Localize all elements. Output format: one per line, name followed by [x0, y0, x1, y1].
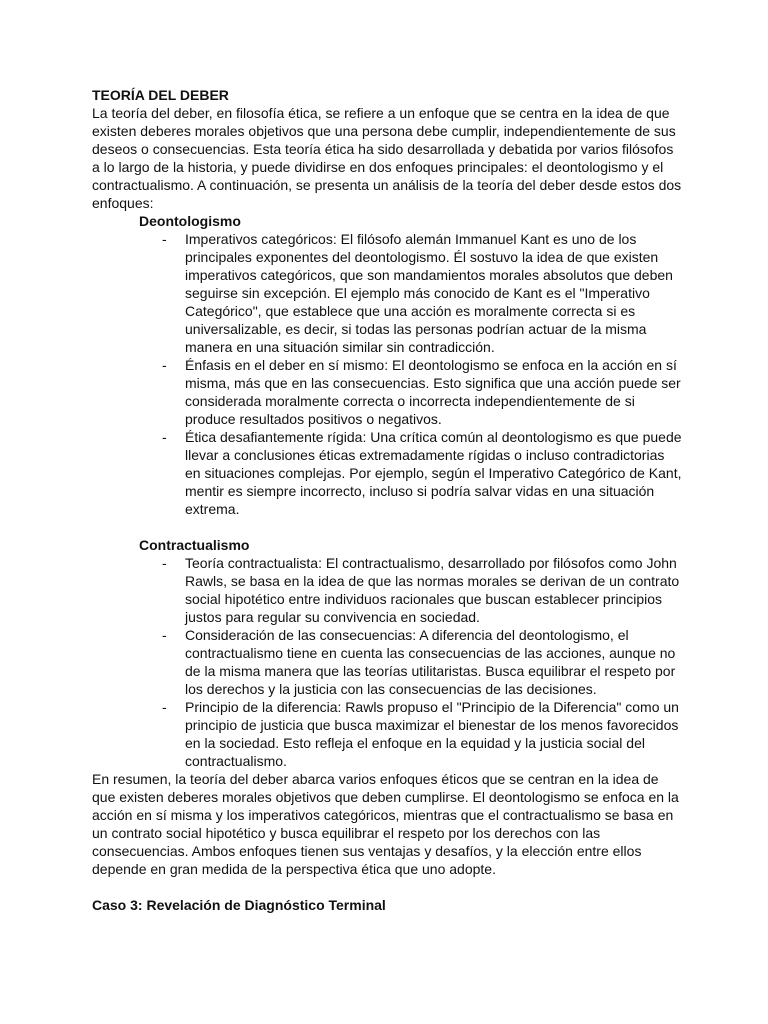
list-item: [162, 428, 682, 518]
bullet-dash: -: [162, 357, 167, 373]
list-item: [162, 356, 682, 428]
document-body: [92, 86, 682, 914]
list-item-text: Imperativos categóricos: El filósofo alemán Immanuel Kant es uno de los principales exponentes del deontologismo. Él sostuvo la idea de que existen imperativos categóricos, que son mandamientos morales absolutos que deben seguirse sin excepción. El ejemplo más conocido de Kant es el "Imperativo Categórico", que establece que una acción es moralmente correcta si es universalizable, es decir, si todas las personas podrían actuar de la misma manera en una situación similar sin contradicción.: [185, 231, 673, 355]
section-gap: [92, 518, 682, 536]
document-title: TEORÍA DEL DEBER: [92, 87, 229, 103]
bullet-dash: -: [162, 429, 167, 445]
list-item-text: Principio de la diferencia: Rawls propuso el "Principio de la Diferencia" como un principio de justicia que busca maximizar el bienestar de los menos favorecidos en la sociedad. Esto refleja el enfoque en la equidad y la justicia social del contractualismo.: [185, 699, 679, 769]
next-case-heading: Caso 3: Revelación de Diagnóstico Terminal: [92, 897, 386, 913]
contractualismo-list: [92, 554, 682, 770]
bullet-dash: -: [162, 555, 167, 571]
summary-paragraph: En resumen, la teoría del deber abarca varios enfoques éticos que se centran en la idea de que existen deberes morales objetivos que deben cumplirse. El deontologismo se enfoca en la acción en sí misma y los imperativos categóricos, mientras que el contractualismo se basa en un contrato social hipotético y busca equilibrar el respeto por los derechos con las consecuencias. Ambos enfoques tienen sus ventajas y desafíos, y la elección entre ellos depende en gran medida de la perspectiva ética que uno adopte.: [92, 771, 679, 877]
section-heading-contractualismo: Contractualismo: [139, 537, 250, 553]
bullet-dash: -: [162, 699, 167, 715]
list-item: [162, 230, 682, 356]
list-item-text: Énfasis en el deber en sí mismo: El deontologismo se enfoca en la acción en sí misma, más que en las consecuencias. Esto significa que una acción puede ser considerada moralmente correcta o incorrecta independientemente de si produce resultados positivos o negativos.: [185, 357, 681, 427]
intro-paragraph: La teoría del deber, en filosofía ética, se refiere a un enfoque que se centra en la idea de que existen deberes morales objetivos que una persona debe cumplir, independientemente de sus deseos o consecuencias. Esta teoría ética ha sido desarrollada y debatida por varios filósofos a lo largo de la historia, y puede dividirse en dos enfoques principales: el deontologismo y el contractualismo. A continuación, se presenta un análisis de la teoría del deber desde estos dos enfoques:: [92, 105, 682, 211]
bullet-dash: -: [162, 231, 167, 247]
bullet-dash: -: [162, 627, 167, 643]
section-heading-deontologismo: Deontologismo: [139, 213, 241, 229]
list-item-text: Consideración de las consecuencias: A diferencia del deontologismo, el contractualismo tiene en cuenta las consecuencias de las acciones, aunque no de la misma manera que las teorías utilitaristas. Busca equilibrar el respeto por los derechos y la justicia con las consecuencias de las decisiones.: [185, 627, 676, 697]
deontologismo-list: [92, 230, 682, 518]
section-gap: [92, 878, 682, 896]
list-item: [162, 554, 682, 626]
list-item: [162, 626, 682, 698]
list-item: [162, 698, 682, 770]
list-item-text: Ética desafiantemente rígida: Una crítica común al deontologismo es que puede llevar a conclusiones éticas extremadamente rígidas o incluso contradictorias en situaciones complejas. Por ejemplo, según el Imperativo Categórico de Kant, mentir es siempre incorrecto, incluso si podría salvar vidas en una situación extrema.: [185, 429, 682, 517]
list-item-text: Teoría contractualista: El contractualismo, desarrollado por filósofos como John Rawls, se basa en la idea de que las normas morales se derivan de un contrato social hipotético entre individuos racionales que buscan establecer principios justos para regular su convivencia en sociedad.: [185, 555, 680, 625]
